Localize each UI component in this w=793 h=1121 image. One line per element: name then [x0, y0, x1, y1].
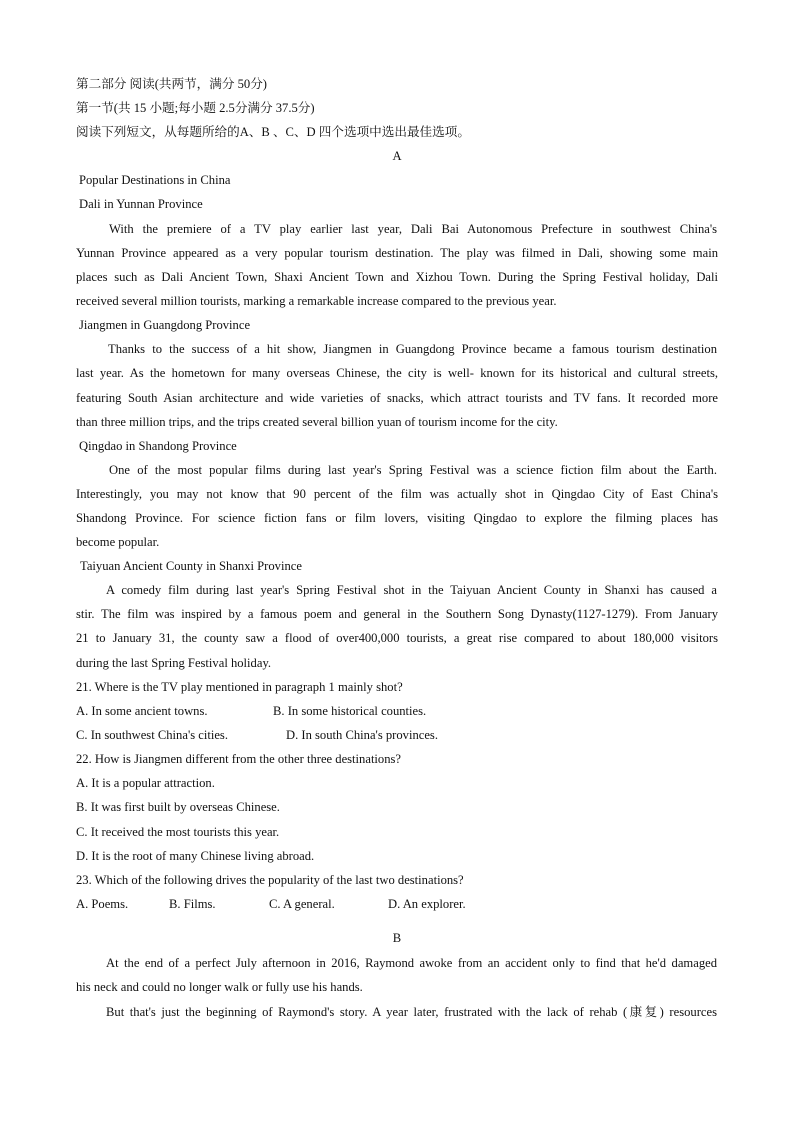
qingdao-heading: Qingdao in Shandong Province: [79, 439, 237, 453]
question-21-option-d: D. In south China's provinces.: [286, 728, 438, 742]
jiangmen-line: featuring South Asian architecture and wide varieties of snacks, which attract tourists and TV fans. It recorded more: [76, 391, 718, 405]
passage-title: Popular Destinations in China: [79, 173, 231, 187]
passage-b-line: At the end of a perfect July afternoon in 2016, Raymond awoke from an accident only to find that he'd damaged: [106, 956, 717, 970]
question-23-option-c: C. A general.: [269, 897, 335, 911]
passage-b-label: B: [392, 931, 402, 945]
taiyuan-heading: Taiyuan Ancient County in Shanxi Province: [80, 559, 302, 573]
question-21-option-b: B. In some historical counties.: [273, 704, 427, 718]
qingdao-line: One of the most popular films during last year's Spring Festival was a science fiction film about the Earth.: [109, 463, 717, 477]
question-22-option-c: C. It received the most tourists this year.: [76, 825, 280, 839]
dali-line: With the premiere of a TV play earlier last year, Dali Bai Autonomous Prefecture in southwest China's: [109, 222, 717, 236]
dali-line: received several million tourists, marking a remarkable increase compared to the previous year.: [76, 294, 557, 308]
dali-line: places such as Dali Ancient Town, Shaxi Ancient Town and Xizhou Town. During the Spring Festival holiday, Dali: [76, 270, 718, 284]
qingdao-line: become popular.: [76, 535, 160, 549]
passage-b-line: his neck and could no longer walk or fully use his hands.: [76, 980, 363, 994]
instruction-text: 阅读下列短文，从每题所给的A、B 、C、D 四个选项中选出最佳选项。: [76, 125, 470, 139]
taiyuan-line: A comedy film during last year's Spring Festival shot in the Taiyuan Ancient County in Shanxi has caused a: [106, 583, 717, 597]
question-23-stem: 23. Which of the following drives the popularity of the last two destinations?: [76, 873, 464, 887]
passage-a-label: A: [392, 149, 402, 163]
dali-line: Yunnan Province appeared as a very popular tourism destination. The play was filmed in Dali, showing some main: [76, 246, 718, 260]
jiangmen-line: last year. As the hometown for many overseas Chinese, the city is well- known for its historical and cultural streets,: [76, 366, 718, 380]
passage-b-line: But that's just the beginning of Raymond's story. A year later, frustrated with the lack of rehab (康复) resources: [106, 1005, 717, 1019]
jiangmen-line: Thanks to the success of a hit show, Jiangmen in Guangdong Province became a famous tourism destination: [108, 342, 717, 356]
question-21-stem: 21. Where is the TV play mentioned in paragraph 1 mainly shot?: [76, 680, 403, 694]
question-22-option-d: D. It is the root of many Chinese living abroad.: [76, 849, 315, 863]
section-heading: 第一节(共 15 小题;每小题 2.5分满分 37.5分): [76, 101, 315, 115]
qingdao-line: Shandong Province. For science fiction fans or film lovers, visiting Qingdao to explore the filming places has: [76, 511, 718, 525]
question-22-stem: 22. How is Jiangmen different from the other three destinations?: [76, 752, 402, 766]
qingdao-line: Interestingly, you may not know that 90 percent of the film was actually shot in Qingdao City of East China's: [76, 487, 718, 501]
jiangmen-line: than three million trips, and the trips created several billion yuan of tourism income for the city.: [76, 415, 558, 429]
question-21-option-c: C. In southwest China's cities.: [76, 728, 228, 742]
question-23-option-a: A. Poems.: [76, 897, 129, 911]
question-22-option-a: A. It is a popular attraction.: [76, 776, 215, 790]
taiyuan-line: 21 to January 31, the county saw a flood of over400,000 tourists, a great rise compared to about 180,000 visitors: [76, 631, 718, 645]
question-22-option-b: B. It was first built by overseas Chinese.: [76, 800, 280, 814]
question-23-option-d: D. An explorer.: [388, 897, 466, 911]
question-21-option-a: A. In some ancient towns.: [76, 704, 208, 718]
taiyuan-line: during the last Spring Festival holiday.: [76, 656, 272, 670]
question-23-option-b: B. Films.: [169, 897, 216, 911]
jiangmen-heading: Jiangmen in Guangdong Province: [79, 318, 251, 332]
taiyuan-line: stir. The film was inspired by a famous poem and general in the Southern Song Dynasty(1127-1279). From January: [76, 607, 718, 621]
part-heading: 第二部分 阅读(共两节，满分 50分): [76, 77, 267, 91]
dali-heading: Dali in Yunnan Province: [79, 197, 203, 211]
